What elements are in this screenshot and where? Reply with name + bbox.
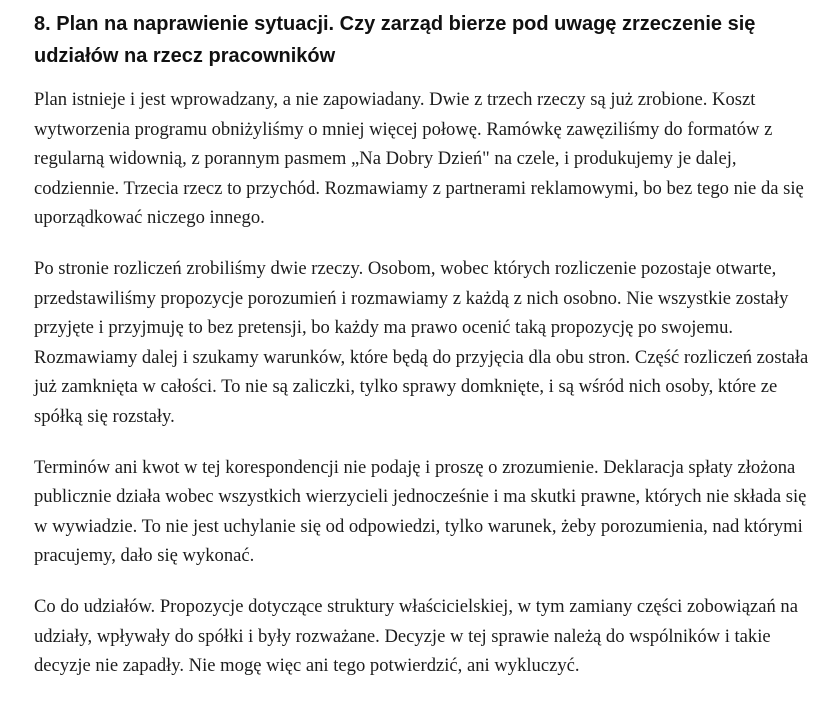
article: [34, 8, 809, 702]
paragraph-plan: Plan istnieje i jest wprowadzany, a nie zapowiadany. Dwie z trzech rzeczy są już zrobione. Koszt wytworzenia programu obniżyliśmy o mniej więcej połowę. Ramówkę zawęziliśmy do formatów z regularną widownią, z porannym pasmem „Na Dobry Dzień" na czele, i produkujemy je dalej, codziennie. Trzecia rzecz to przychód. Rozmawiamy z partnerami reklamowymi, bo bez tego nie da się uporządkować niczego innego.: [34, 89, 804, 229]
paragraph-settlements: Po stronie rozliczeń zrobiliśmy dwie rzeczy. Osobom, wobec których rozliczenie pozostaje otwarte, przedstawiliśmy propozycje porozumień i rozmawiamy z każdą z nich osobno. Nie wszystkie zostały przyjęte i przyjmuję to bez pretensji, bo każdy ma prawo ocenić taką propozycję po swojemu. Rozmawiamy dalej i szukamy warunków, które będą do przyjęcia dla obu stron. Część rozliczeń została już zamknięta w całości. To nie są zaliczki, tylko sprawy domknięte, i są wśród nich osoby, które ze spółką się rozstały.: [34, 257, 809, 427]
section-heading: 8. Plan na naprawienie sytuacji. Czy zarząd bierze pod uwagę zrzeczenie się udziałów na rzecz pracowników: [34, 13, 756, 67]
paragraph-shares: Co do udziałów. Propozycje dotyczące struktury właścicielskiej, w tym zamiany części zobowiązań na udziały, wpływały do spółki i były rozważane. Decyzje w tej sprawie należą do wspólników i takie decyzje nie zapadły. Nie mogę więc ani tego potwierdzić, ani wykluczyć.: [34, 595, 798, 677]
paragraph-terms: Terminów ani kwot w tej korespondencji nie podaję i proszę o zrozumienie. Deklaracja spłaty złożona publicznie działa wobec wszystkich wierzycieli jednocześnie i ma skutki prawne, których nie składa się w wywiadzie. To nie jest uchylanie się od odpowiedzi, tylko warunek, żeby porozumienia, nad którymi pracujemy, dało się wykonać.: [34, 456, 807, 567]
